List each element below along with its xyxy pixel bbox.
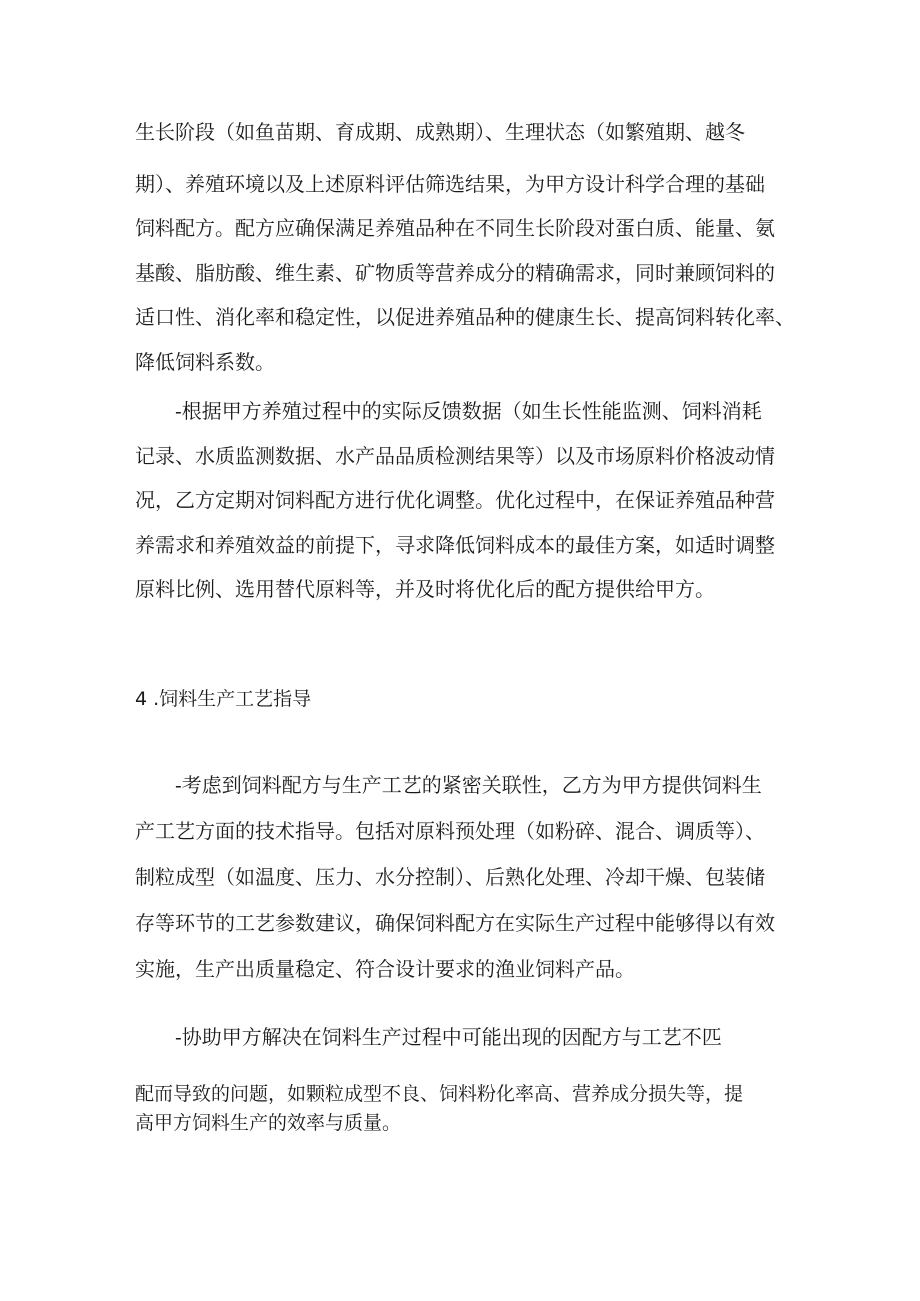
paragraph2-line: -根据甲方养殖过程中的实际反馈数据（如生长性能监测、饲料消耗 bbox=[175, 399, 762, 423]
paragraph3-line: 产工艺方面的技术指导。包括对原料预处理（如粉碎、混合、调质等）、 bbox=[135, 819, 765, 843]
paragraph1-line: 适口性、消化率和稳定性，以促进养殖品种的健康生长、提高饲料转化率、 bbox=[135, 305, 795, 329]
paragraph1-line: 饲料配方。配方应确保满足养殖品种在不同生长阶段对蛋白质、能量、氨 bbox=[135, 216, 775, 240]
section-heading: 4 .饲料生产工艺指导 bbox=[135, 688, 312, 710]
paragraph1-line: 降低饲料系数。 bbox=[135, 350, 275, 374]
paragraph2-line: 况，乙方定期对饲料配方进行优化调整。优化过程中，在保证养殖品种营 bbox=[135, 488, 775, 512]
paragraph1-line: 基酸、脂肪酸、维生素、矿物质等营养成分的精确需求，同时兼顾饲料的 bbox=[135, 261, 775, 285]
paragraph4-line: 配而导致的问题，如颗粒成型不良、饲料粉化率高、营养成分损失等，提 bbox=[135, 1083, 744, 1105]
paragraph3-line: 存等环节的工艺参数建议，确保饲料配方在实际生产过程中能够得以有效 bbox=[135, 911, 775, 935]
paragraph2-line: 记录、水质监测数据、水产品品质检测结果等）以及市场原料价格波动情 bbox=[135, 444, 775, 468]
paragraph1-line: 生长阶段（如鱼苗期、育成期、成熟期）、生理状态（如繁殖期、越冬 bbox=[135, 120, 745, 144]
paragraph2-line: 原料比例、选用替代原料等，并及时将优化后的配方提供给甲方。 bbox=[135, 577, 715, 601]
paragraph1-line: 期）、养殖环境以及上述原料评估筛选结果，为甲方设计科学合理的基础 bbox=[135, 172, 765, 196]
paragraph4-line: 高甲方饲料生产的效率与质量。 bbox=[135, 1112, 402, 1134]
paragraph2-line: 养需求和养殖效益的前提下，寻求降低饲料成本的最佳方案，如适时调整 bbox=[135, 533, 775, 557]
paragraph3-line: -考虑到饲料配方与生产工艺的紧密关联性，乙方为甲方提供饲料生 bbox=[175, 773, 762, 797]
paragraph4-line: -协助甲方解决在饲料生产过程中可能出现的因配方与工艺不匹 bbox=[175, 1025, 722, 1049]
paragraph3-line: 实施，生产出质量稳定、符合设计要求的渔业饲料产品。 bbox=[135, 957, 635, 981]
paragraph3-line: 制粒成型（如温度、压力、水分控制）、后熟化处理、冷却干燥、包装储 bbox=[135, 865, 765, 889]
